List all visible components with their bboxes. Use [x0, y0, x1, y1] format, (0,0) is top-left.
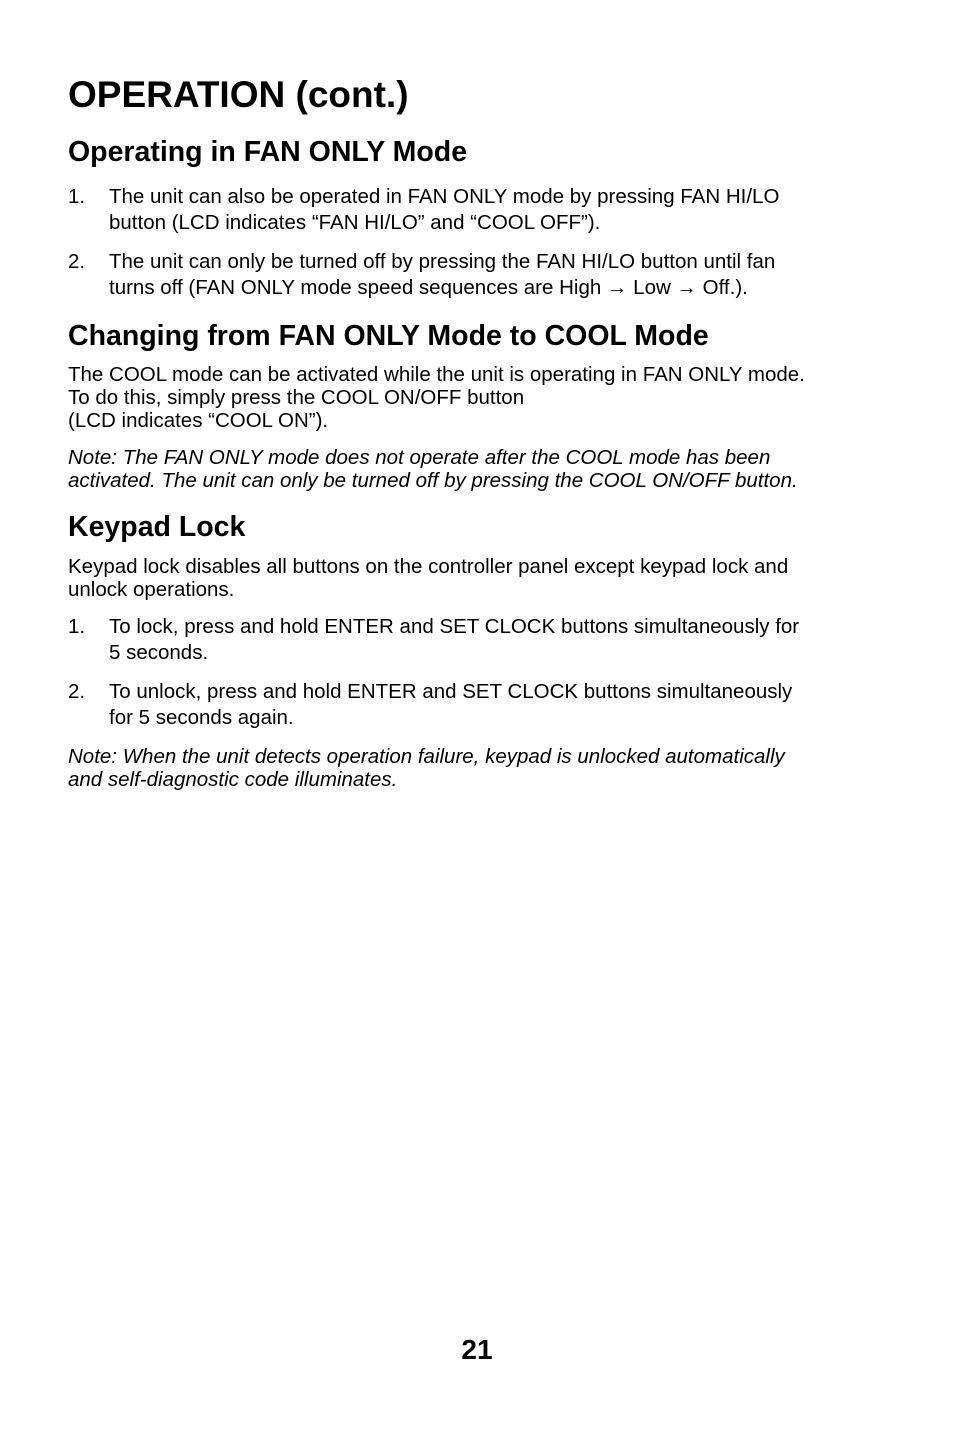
text-line: button (LCD indicates “FAN HI/LO” and “COOL OFF”).	[109, 210, 601, 234]
text-line: 5 seconds.	[109, 640, 209, 664]
list-item-text	[109, 249, 898, 300]
section-heading-keypad-lock: Keypad Lock	[68, 511, 246, 543]
section-heading-fan-to-cool: Changing from FAN ONLY Mode to COOL Mode	[68, 320, 709, 352]
text-line: The unit can also be operated in FAN ONLY mode by pressing FAN HI/LO	[109, 185, 780, 208]
text-line: To lock, press and hold ENTER and SET CLOCK buttons simultaneously for	[109, 615, 800, 638]
note-paragraph	[68, 745, 898, 791]
text-line: turns off (FAN ONLY mode speed sequences are High → Low → Off.).	[109, 275, 748, 299]
list-number: 1.	[68, 615, 86, 638]
list-item-text	[109, 679, 898, 730]
list-number: 2.	[68, 680, 86, 703]
text-line: The COOL mode can be activated while the unit is operating in FAN ONLY mode.	[68, 363, 805, 386]
text-line: activated. The unit can only be turned off by pressing the COOL ON/OFF button.	[68, 469, 798, 492]
text-line: Note: When the unit detects operation failure, keypad is unlocked automatically	[68, 745, 785, 768]
text-line: and self-diagnostic code illuminates.	[68, 768, 398, 791]
note-paragraph	[68, 446, 898, 492]
list-number: 2.	[68, 250, 86, 273]
text-line: To unlock, press and hold ENTER and SET CLOCK buttons simultaneously	[109, 680, 793, 703]
list-item-text	[109, 614, 898, 665]
section-body-paragraph	[68, 363, 898, 432]
list-item-text	[109, 184, 898, 235]
list-item	[68, 614, 898, 665]
page-number: 21	[461, 1334, 493, 1365]
page-title: OPERATION (cont.)	[68, 74, 409, 115]
list-item	[68, 184, 898, 235]
text-line: To do this, simply press the COOL ON/OFF button	[68, 386, 525, 409]
text-line: unlock operations.	[68, 578, 235, 601]
text-line: for 5 seconds again.	[109, 705, 294, 729]
list-number: 1.	[68, 185, 86, 208]
list-item	[68, 679, 898, 730]
text-line: Keypad lock disables all buttons on the controller panel except keypad lock and	[68, 555, 789, 578]
text-line: The unit can only be turned off by pressing the FAN HI/LO button until fan	[109, 250, 776, 273]
text-line: (LCD indicates “COOL ON”).	[68, 409, 329, 432]
section-heading-fan-only: Operating in FAN ONLY Mode	[68, 136, 468, 168]
section-body-paragraph	[68, 555, 898, 601]
text-line: Note: The FAN ONLY mode does not operate after the COOL mode has been	[68, 446, 771, 469]
list-item	[68, 249, 898, 300]
